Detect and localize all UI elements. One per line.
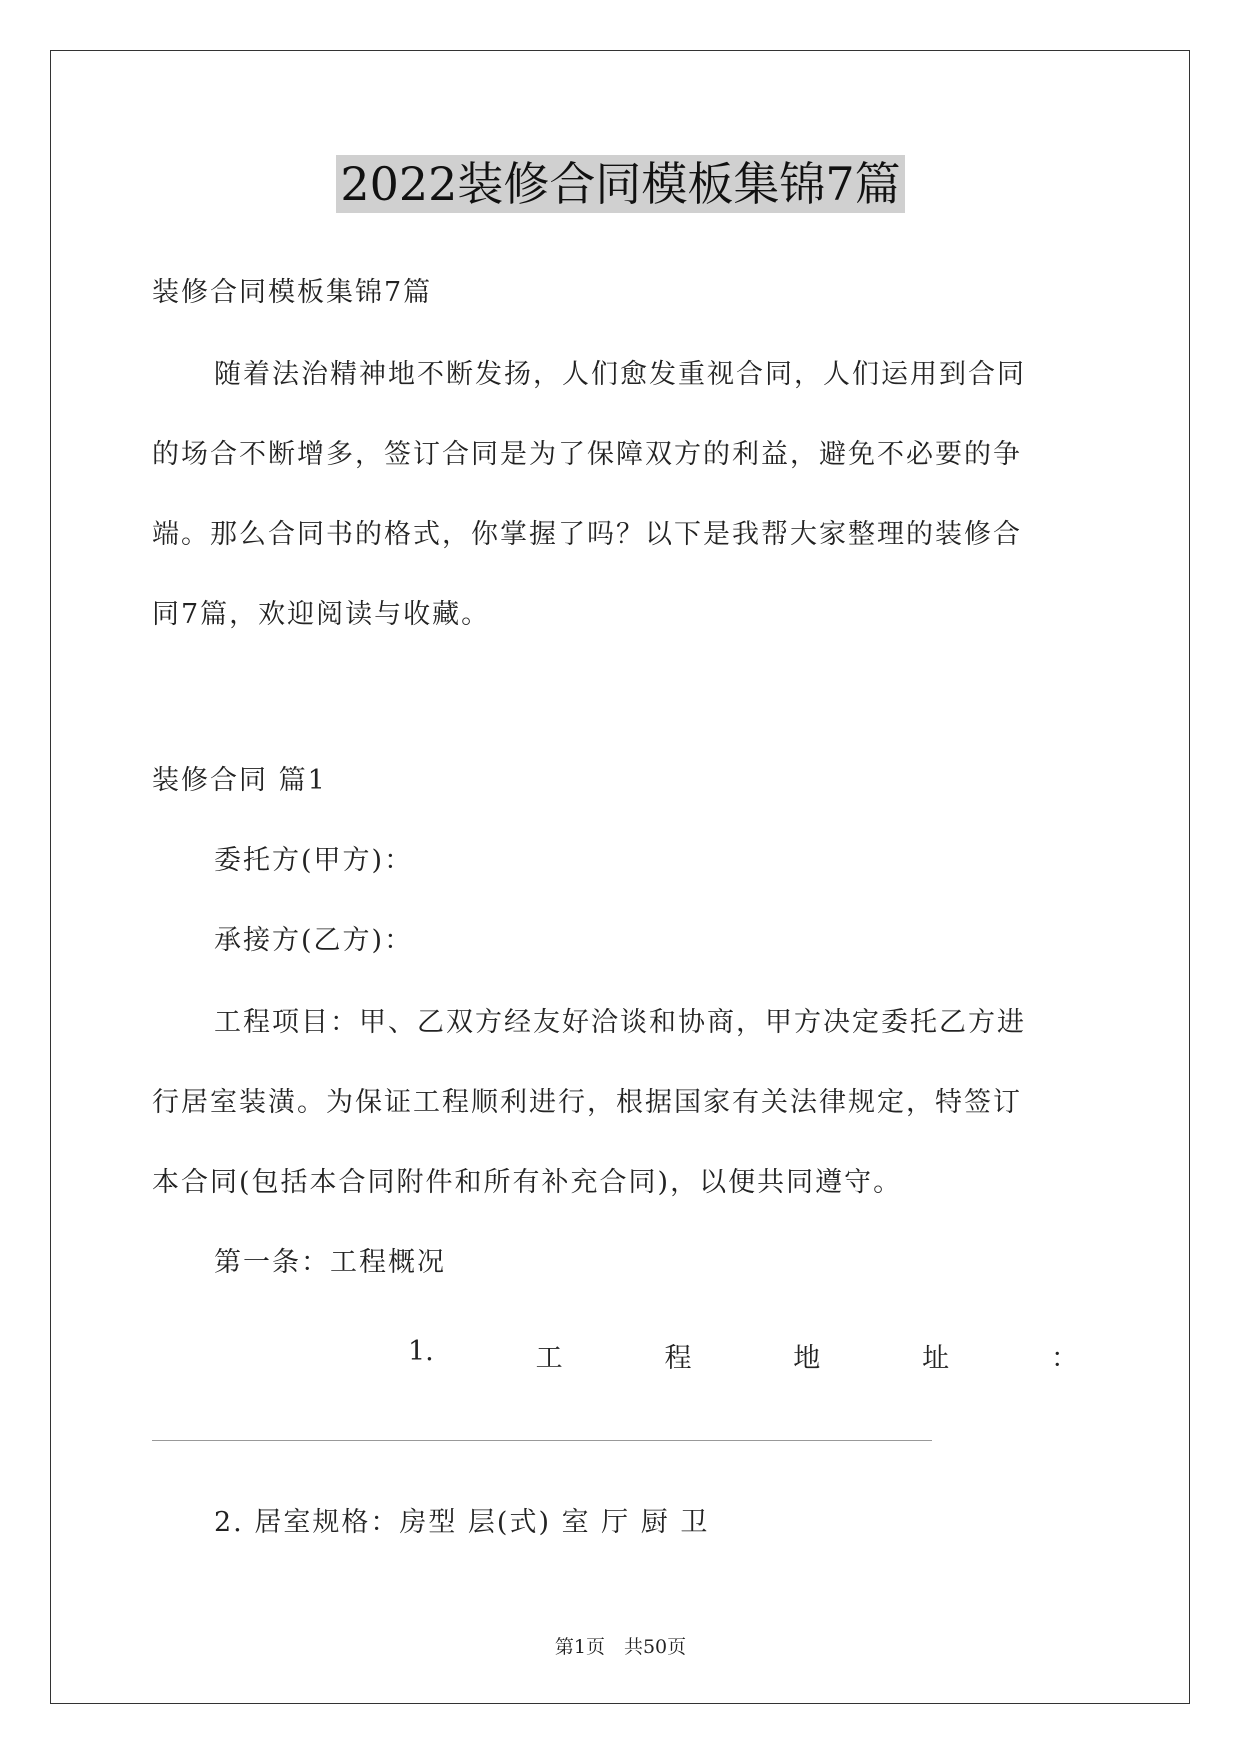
address-label-char: 程	[664, 1343, 692, 1374]
document-title: 2022装修合同模板集锦7篇	[336, 155, 904, 213]
room-spec-line: 2. 居室规格：房型 层(式) 室 厅 厨 卫	[214, 1507, 710, 1538]
page-footer: 第1页 共50页	[554, 1636, 687, 1658]
party-b-line: 承接方(乙方)：	[214, 925, 414, 956]
address-label-char: 地	[793, 1343, 821, 1374]
subtitle: 装修合同模板集锦7篇	[152, 277, 433, 308]
intro-line-2: 的场合不断增多，签订合同是为了保障双方的利益，避免不必要的争	[152, 439, 1022, 470]
intro-line-3: 端。那么合同书的格式，你掌握了吗？以下是我帮大家整理的装修合	[152, 519, 1022, 550]
party-a-line: 委托方(甲方)：	[214, 845, 414, 876]
address-blank-line	[152, 1440, 932, 1441]
address-label-char: 工	[535, 1343, 563, 1374]
project-line-1: 工程项目：甲、乙双方经友好洽谈和协商，甲方决定委托乙方进	[214, 1007, 1026, 1038]
address-label-number: 1.	[408, 1336, 434, 1367]
section-heading: 装修合同 篇1	[152, 765, 327, 796]
address-label	[408, 1336, 1078, 1375]
address-label-char: 址	[922, 1343, 950, 1374]
article-1-heading: 第一条：工程概况	[214, 1247, 446, 1278]
intro-line-4: 同7篇，欢迎阅读与收藏。	[152, 599, 491, 630]
project-line-2: 行居室装潢。为保证工程顺利进行，根据国家有关法律规定，特签订	[152, 1087, 1022, 1118]
intro-line-1: 随着法治精神地不断发扬，人们愈发重视合同，人们运用到合同	[214, 359, 1026, 390]
address-label-colon: ：	[1050, 1343, 1078, 1374]
project-line-3: 本合同(包括本合同附件和所有补充合同)，以便共同遵守。	[152, 1167, 903, 1198]
